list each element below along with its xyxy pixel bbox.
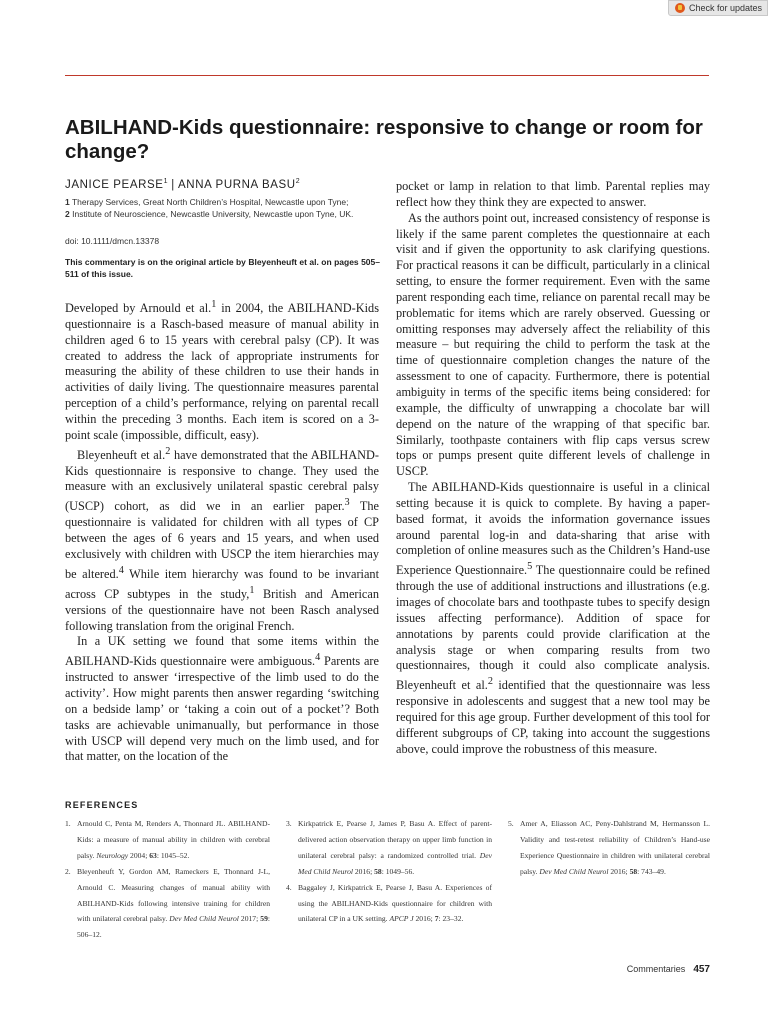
- affiliations: [65, 196, 353, 220]
- affiliation-marker: 1: [163, 178, 168, 185]
- references-column: [65, 816, 270, 943]
- reference-item: 1. Arnould C, Penta M, Renders A, Thonnard JL. ABILHAND-Kids: a measure of manual ability in children with cerebral palsy. Neurology 2004; 63: 1045–52.: [65, 819, 270, 860]
- references-heading: REFERENCES: [65, 800, 139, 810]
- author-name: ANNA PURNA BASU: [178, 178, 296, 191]
- references-column: [508, 816, 710, 880]
- body-column-left: [65, 297, 379, 765]
- reference-item: 4. Baggaley J, Kirkpatrick E, Pearse J, Basu A. Experiences of using the ABILHAND-Kids questionnaire for children with unilateral CP in a UK setting. APCP J 2016; 7: 23–32.: [286, 882, 492, 924]
- reference-item: 5. Amer A, Eliasson AC, Peny-Dahlstrand M, Hermansson L. Validity and test-retest reliability of Children’s Hand-use Experience Questionnaire in children with unilateral cerebral palsy. Dev Med Child Neurol 2016; 58: 743–49.: [508, 819, 710, 876]
- reference-item: 3. Kirkpatrick E, Pearse J, James P, Basu A. Effect of parent-delivered action observation therapy on upper limb function in unilateral cerebral palsy: a randomized controlled trial. Dev Med Child Neurol 2016; 58: 1049–56.: [286, 819, 492, 876]
- commentary-note: This commentary is on the original article by Bleyenheuft et al. on pages 505–511 of this issue.: [65, 257, 380, 279]
- body-paragraph: In a UK setting we found that some items within the ABILHAND-Kids questionnaire were ambiguous.$^4$ Parents are instructed to answer ‘irrespective of the limb used to do the activity’. How might parents then answer regarding ‘switching on a bedside lamp’ or ‘taking a coin out of a pocket’? Both tasks are achievable unimanually, but performance in those with USCP will depend very much on the limb used, and for that matter, on the location of the: [65, 634, 379, 764]
- body-paragraph: pocket or lamp in relation to that limb. Parental replies may reflect how they think they are expected to answer.: [396, 179, 710, 209]
- header-rule: [65, 75, 709, 76]
- page-footer: [627, 964, 710, 975]
- references-column: [286, 816, 492, 927]
- crossmark-icon: [675, 3, 685, 13]
- body-paragraph: Developed by Arnould et al.$^1$ in 2004, the ABILHAND-Kids questionnaire is a Rasch-based measure of manual ability in children aged 6 to 15 years with cerebral palsy (CP). It was created to address the lack of appropriate instruments for measuring the ability of these children to use their hands in activities of daily living. The questionnaire measures parental perception of a child’s performance, relying on parental recall within the preceding 3 months. Each item is scored on a 3-point scale (impossible, difficult, easy).: [65, 299, 379, 442]
- section-name: Commentaries: [626, 964, 686, 974]
- article-title: ABILHAND-Kids questionnaire: responsive to change or room for change?: [65, 116, 703, 163]
- author-line: [65, 178, 300, 191]
- affiliation: 1 Therapy Services, Great North Children’s Hospital, Newcastle upon Tyne;: [65, 197, 349, 207]
- doi[interactable]: doi: 10.1111/dmcn.13378: [65, 236, 160, 246]
- body-paragraph: The ABILHAND-Kids questionnaire is useful in a clinical setting because it is quick to complete. By having a paper-based format, it avoids the information governance issues around parental log-in and data-sharing that arise with completion of online measures such as the Children’s Hand-use Experience Questionnaire.$^5$ The questionnaire could be refined through the use of additional instructions and illustrations (e.g. images of chocolate bars and toothpaste tubes to specify design issues affecting performance). Addition of space for annotations by parents could provide clarification at the analysis stage or when comparing results from two questionnaires, though it could also complicate analysis. Bleyenheuft et al.$^2$ identified that the questionnaire was less responsive in adolescents and suggest that a new tool may be required for this age group. Further development of this tool for different subgroups of CP, taking into account the suggestions above, could improve the robustness of this measure.: [396, 480, 710, 756]
- affiliation: 2 Institute of Neuroscience, Newcastle University, Newcastle upon Tyne, UK.: [65, 209, 354, 219]
- page-number: 457: [693, 964, 710, 975]
- body-paragraph: Bleyenheuft et al.$^2$ have demonstrated that the ABILHAND-Kids questionnaire is responsive to change. They used the measure with an exclusively unilateral spastic cerebral palsy (USCP) cohort, as did we in an earlier paper.$^3$ The questionnaire is validated for children with all types of CP between the ages of 6 years and 15 years, and when used exclusively with children with USCP the item hierarchies may be altered.$^4$ While item hierarchy was found to be invariant across CP subtypes in the study,$^1$ British and American versions of the questionnaire have not been Rasch analysed following translation from the original French.: [65, 445, 379, 633]
- affiliation-marker: 2: [295, 178, 300, 185]
- body-paragraph: As the authors point out, increased consistency of response is likely if the same parent completes the questionnaire at each visit and if given the opportunity to ask clarifying questions. For practical reasons it can be difficult, particularly in a clinical setting, to ensure the former requirement. Even with the same parent responding each time, reliance on parental recall may be problematic for items which are rarely observed. Guessing or omitting responses may adversely affect the reliability of this measure – but requiring the child to perform the task at the time of questionnaire completion changes the nature of the assessment to one of capacity. Furthermore, there is potential ambiguity in terms of the specific items being considered: for example, the difficulty of unwrapping a chocolate bar will depend on the nature of the wrapping of that specific bar. Similarly, toothpaste containers with flip caps versus screw tops or pumps present quite different levels of challenge in USCP.: [396, 210, 710, 479]
- reference-item: 2. Bleyenheuft Y, Gordon AM, Rameckers E, Thonnard J-L, Arnould C. Measuring changes of manual ability with ABILHAND-Kids following intensive training for children with unilateral cerebral palsy. Dev Med Child Neurol 2017; 59: 506–12.: [65, 866, 270, 940]
- author-separator: |: [171, 178, 175, 191]
- check-for-updates-label: Check for updates: [689, 3, 763, 13]
- author-name: JANICE PEARSE: [65, 178, 164, 191]
- check-for-updates-button[interactable]: [668, 0, 768, 16]
- body-column-right: [396, 179, 710, 758]
